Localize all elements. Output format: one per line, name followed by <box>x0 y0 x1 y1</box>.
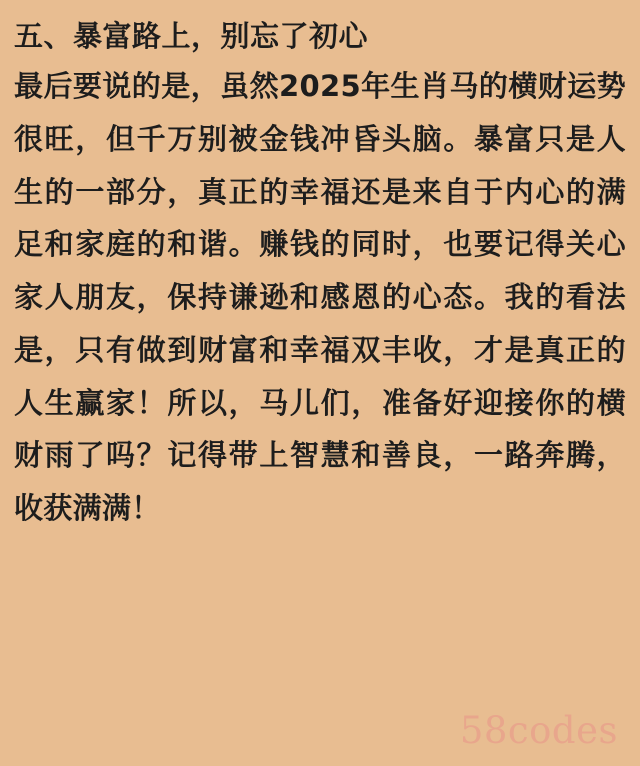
watermark-label: 58codes <box>459 709 618 752</box>
section-heading: 五、暴富路上，别忘了初心 <box>14 19 369 53</box>
body-paragraph: 最后要说的是，虽然2025年生肖马的横财运势很旺，但千万别被金钱冲昏头脑。暴富只是人生的一部分，真正的幸福还是来自于内心的满足和家庭的和谐。赚钱的同时，也要记得关心家人朋友，保持谦逊和感恩的心态。我的看法是，只有做到财富和幸福双丰收，才是真正的人生赢家！所以，马儿们，准备好迎接你的横财雨了吗？记得带上智慧和善良，一路奔腾，收获满满！ <box>14 69 626 526</box>
